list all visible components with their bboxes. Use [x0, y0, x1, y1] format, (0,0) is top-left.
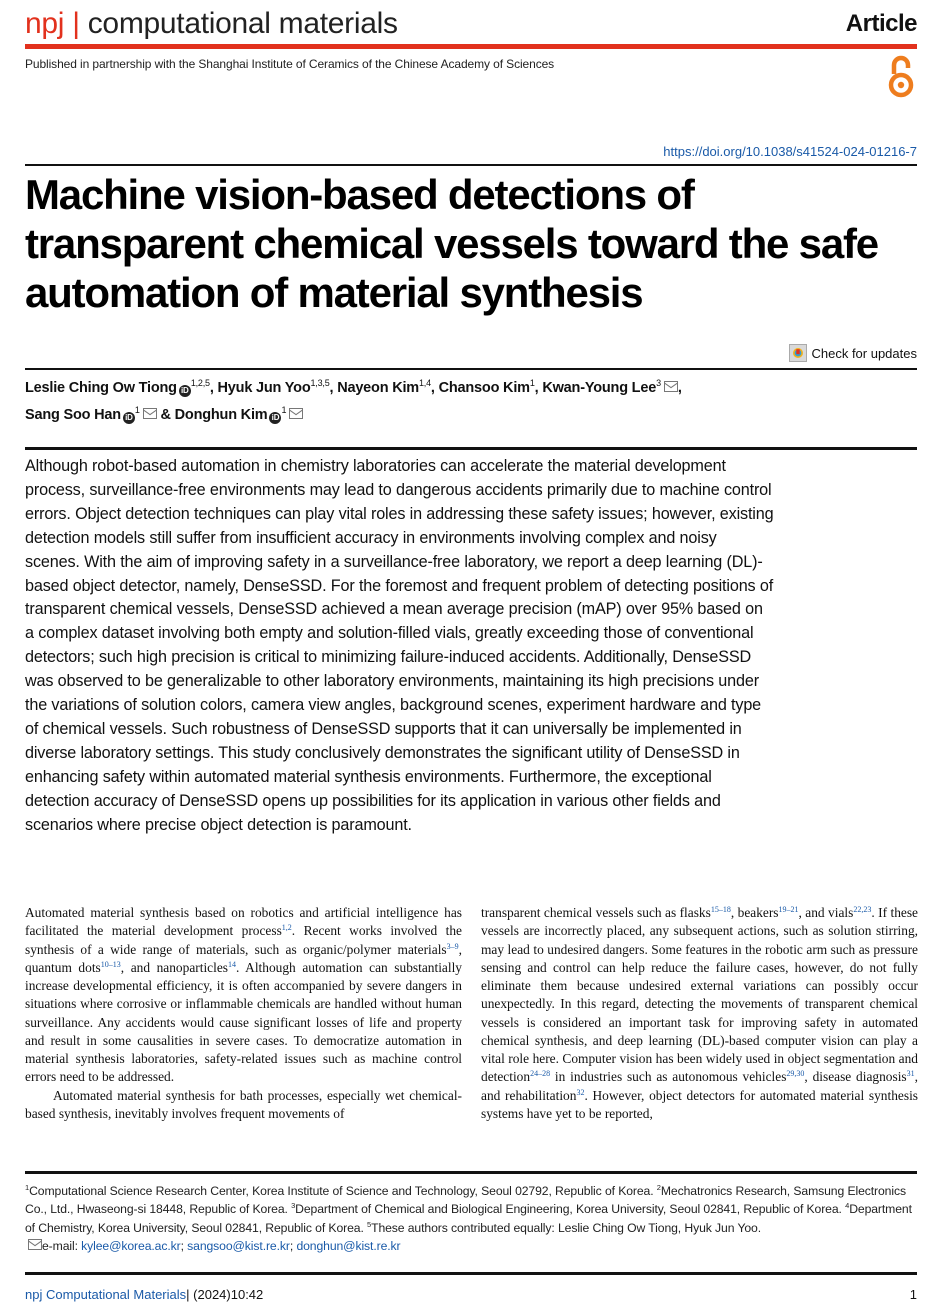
email-icon[interactable] [143, 408, 157, 419]
affiliations-divider [25, 1171, 917, 1174]
author-name: Hyuk Jun Yoo [217, 380, 311, 396]
email-icon[interactable] [289, 408, 303, 419]
author-name: Leslie Ching Ow Tiong [25, 380, 177, 396]
body-paragraph: transparent chemical vessels such as flasks$^{15-18}$, beakers$^{19-21}$, and vials$^{22,23}$. If these vessels are incorrectly placed, any subsequent actions, such as solution stirring, may lead to undesired dangers. Some features in the robotic arm such as pressure sensing and control can help reduce the failure cases, however, do not fully eliminate them because undesired external variations can possibly occur unexpectedly. In this regard, detecting the movements of transparent chemical vessels is considered an important task for improving safety in automated chemical synthesis, and deep learning (DL)-based computer vision can play a vital role here. Computer vision has been widely used in object segmentation and detection$^{24-28}$ in industries such as autonomous vehicles$^{29,30}$, disease diagnosis$^{31}$, and rehabilitation$^{32}$. However, object detectors for automated material synthesis systems have yet to be reported, [481, 905, 919, 1121]
affiliation-text: Department of Chemistry, Korea University, Seoul 02841, Republic of Korea. [25, 1202, 912, 1235]
citation-ref[interactable]: 14 [227, 959, 236, 969]
body-column-right [481, 904, 918, 1123]
author-separator: , [209, 380, 218, 396]
orcid-icon[interactable]: iD [123, 412, 135, 424]
email-label: e-mail: [42, 1238, 82, 1253]
doi-divider [25, 164, 917, 166]
partnership-statement: Published in partnership with the Shanghai Institute of Ceramics of the Chinese Academy of Sciences [25, 57, 555, 71]
author [175, 407, 304, 423]
affiliation-number: 2 [656, 1183, 661, 1192]
email-icon[interactable] [664, 381, 678, 392]
author-affiliation-ref: 1,2,5 [190, 378, 210, 388]
body-paragraph: Automated material synthesis based on robotics and artificial intelligence has facilitated the material development process$^{1,2}$. Recent works involved the synthesis of a wide range of materials, such as organic/polymer materials$^{3-9}$, quantum dots$^{10-13}$, and nanoparticles$^{14}$. Although automation can substantially increase developmental efficiency, it is often accompanied by severe dangers in situations where corrosive or inflammable chemicals are handled without human surveillance. Any accidents would cause significant losses of life and property and result in some causalities in severe cases. To democratize automation in material synthesis laboratories, safety-related issues such as machine control errors need to be addressed. [25, 905, 463, 1085]
abstract: Although robot-based automation in chemistry laboratories can accelerate the material development process, surveillance-free environments may lead to dangerous accidents primarily due to machine control errors. Object detection techniques can play vital roles in addressing these safety issues; however, existing detection models still suffer from insufficient accuracy in environments involving complex and noisy scenes. With the aim of improving safety in a surveillance-free laboratory, we report a deep learning (DL)-based object detector, namely, DenseSSD. For the foremost and frequent problem of detecting positions of transparent chemical vessels, DenseSSD achieved a mean average precision (mAP) over 95% based on a complex dataset involving both empty and solution-filled vials, greatly exceeding those of conventional detectors; such high precision is critical to minimizing failure-induced accidents. Additionally, DenseSSD was observed to be generalizable to other laboratory environments, maintaining its high precisions under the variations of solution colors, camera view angles, background scenes, experiment hardware and type of chemical vessels. Such robustness of DenseSSD supports that it can universally be implemented in diverse laboratory settings. This study conclusively demonstrates the significant utility of DenseSSD in enhancing safety within automated material synthesis environments. Furthermore, the exceptional detection accuracy of DenseSSD opens up possibilities for its application in various other fields and scenarios where precise object detection is paramount. [25, 457, 774, 834]
author-separator: , [430, 380, 439, 396]
citation-ref[interactable]: 31 [906, 1069, 915, 1079]
author [542, 380, 678, 396]
open-access-icon [886, 54, 916, 100]
affiliation-number: 4 [845, 1201, 850, 1211]
body-paragraph: Automated material synthesis for bath processes, especially wet chemical-based synthesis, inevitably involves frequent movements of [25, 1087, 462, 1121]
email-link[interactable]: sangsoo@kist.re.kr [187, 1238, 290, 1253]
page-number: 1 [909, 1287, 917, 1302]
affiliations [25, 1182, 920, 1255]
article-type-label: Article [845, 10, 917, 37]
author-separator: & [156, 407, 175, 423]
footer-separator: | [186, 1287, 190, 1302]
abstract-divider [25, 447, 917, 450]
journal-separator: | [72, 7, 80, 40]
affiliation-text: Computational Science Research Center, Korea Institute of Science and Technology, Seoul 02792, Republic of Korea. [29, 1184, 657, 1198]
doi-link[interactable]: https://doi.org/10.1038/s41524-024-01216-7 [663, 144, 917, 159]
author-name: Sang Soo Han [25, 407, 121, 423]
journal-masthead [25, 4, 398, 44]
affiliation-number: 3 [291, 1201, 296, 1211]
citation-ref[interactable]: 19–21 [778, 905, 799, 914]
affiliation-text: Department of Chemical and Biological Engineering, Korea University, Seoul 02841, Republic of Korea. [295, 1202, 846, 1217]
author-separator: , [534, 380, 543, 396]
journal-name: computational materials [87, 7, 398, 40]
citation-ref[interactable]: 32 [576, 1087, 585, 1097]
citation-ref[interactable]: 15–18 [710, 905, 731, 914]
author-affiliation-ref: 1 [281, 405, 287, 415]
email-separator: ; [180, 1238, 188, 1253]
author-affiliation-ref: 1,4 [419, 378, 431, 388]
author-affiliation-ref: 1,3,5 [310, 378, 330, 388]
affiliation-number: 5 [367, 1219, 372, 1229]
footer-volume: (2024)10:42 [193, 1287, 264, 1302]
citation-ref[interactable]: 24–28 [530, 1069, 551, 1079]
citation-ref[interactable]: 1,2 [281, 923, 292, 933]
email-link[interactable]: donghun@kist.re.kr [296, 1238, 401, 1253]
orcid-icon[interactable]: iD [269, 412, 281, 424]
journal-prefix: npj [25, 7, 65, 40]
author-affiliation-ref: 1 [529, 378, 535, 388]
author-affiliation-ref: 1 [134, 405, 140, 415]
footer-divider [25, 1272, 917, 1275]
author [337, 380, 431, 396]
citation-ref[interactable]: 3–9 [446, 941, 459, 951]
author [25, 380, 210, 396]
author-name: Chansoo Kim [438, 380, 530, 396]
author-separator: , [677, 380, 682, 396]
check-for-updates-button[interactable] [789, 344, 917, 362]
author-list [25, 372, 905, 426]
email-separator: ; [289, 1238, 297, 1253]
author-separator: , [329, 380, 338, 396]
footer-citation [25, 1287, 263, 1302]
affiliation-text: Mechatronics Research, Samsung Electronics Co., Ltd., Hwaseong-si 18448, Republic of Korea. [25, 1184, 906, 1217]
header-divider [25, 44, 917, 49]
affiliation-text: These authors contributed equally: Leslie Ching Ow Tiong, Hyuk Jun Yoo. [371, 1220, 762, 1235]
author [439, 380, 535, 396]
email-link[interactable]: kylee@korea.ac.kr [81, 1238, 181, 1253]
footer-journal-name: npj Computational Materials [25, 1287, 187, 1302]
author-name: Kwan-Young Lee [542, 380, 657, 396]
author-name: Donghun Kim [174, 407, 268, 423]
orcid-icon[interactable]: iD [179, 385, 191, 397]
author [218, 380, 330, 396]
affiliation-number: 1 [25, 1183, 30, 1192]
check-for-updates-icon [789, 344, 807, 362]
author-name: Nayeon Kim [337, 380, 419, 396]
article-title: Machine vision-based detections of transparent chemical vessels toward the safe automation of material synthesis [25, 171, 878, 316]
email-icon [28, 1239, 42, 1250]
citation-ref[interactable]: 29,30 [786, 1069, 805, 1079]
authors-divider [25, 368, 917, 370]
citation-ref[interactable]: 22,23 [853, 905, 872, 914]
author-affiliation-ref: 3 [656, 378, 661, 388]
citation-ref[interactable]: 10–13 [100, 959, 121, 969]
check-for-updates-label: Check for updates [811, 345, 917, 361]
author [25, 407, 157, 423]
body-column-left [25, 904, 462, 1123]
